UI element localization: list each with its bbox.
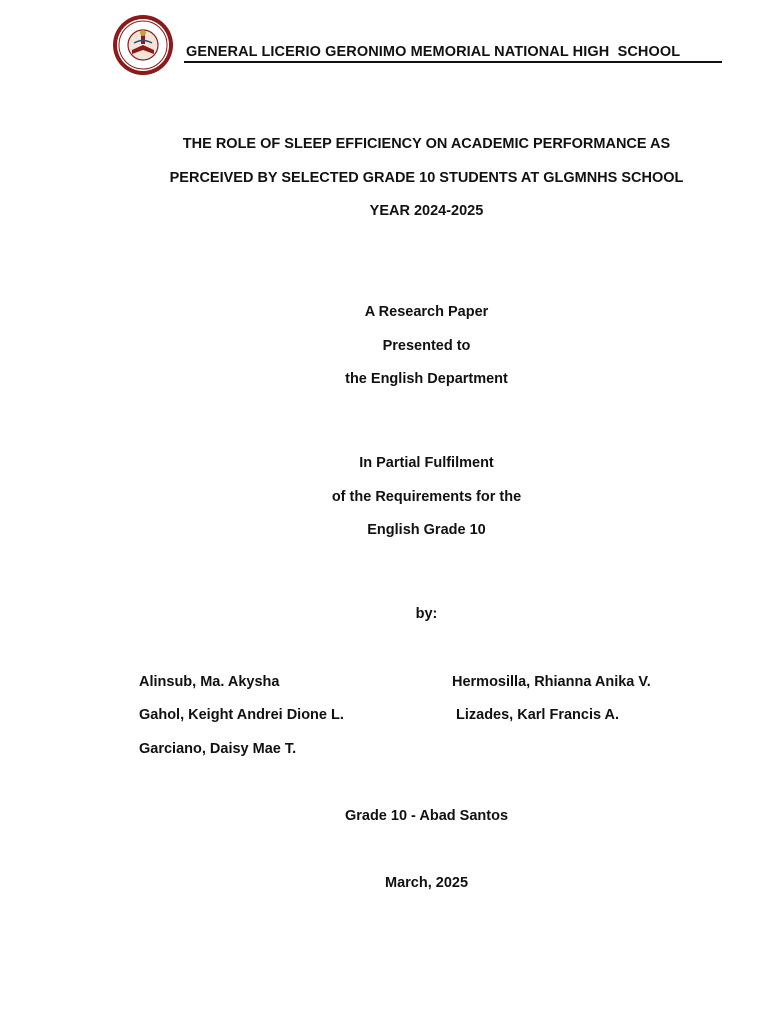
presentation-line-3: the English Department [345,371,508,387]
by-label: by: [415,606,438,622]
presentation-line-1: A Research Paper [364,304,489,320]
title-line-3: YEAR 2024-2025 [369,203,484,219]
date: March, 2025 [384,875,469,891]
author-right-1: Hermosilla, Rhianna Anika V. [452,674,651,690]
fulfilment-line-2: of the Requirements for the [331,489,522,505]
page-header [112,14,724,74]
school-name: GENERAL LICERIO GERONIMO MEMORIAL NATIONAL HIGH SCHOOL [186,44,681,60]
school-seal-logo [112,14,174,76]
author-left-3: Garciano, Daisy Mae T. [139,741,297,757]
title-line-2: PERCEIVED BY SELECTED GRADE 10 STUDENTS AT GLGMNHS SCHOOL [169,170,684,186]
title-line-1: THE ROLE OF SLEEP EFFICIENCY ON ACADEMIC PERFORMANCE AS [182,136,671,152]
author-left-2: Gahol, Keight Andrei Dione L. [139,707,344,723]
author-right-2: Lizades, Karl Francis A. [456,707,620,723]
fulfilment-line-3: English Grade 10 [367,522,486,538]
class-section: Grade 10 - Abad Santos [344,808,509,824]
header-underline [184,61,722,63]
presentation-line-2: Presented to [382,338,471,354]
author-left-1: Alinsub, Ma. Akysha [139,674,280,690]
fulfilment-line-1: In Partial Fulfilment [359,455,494,471]
